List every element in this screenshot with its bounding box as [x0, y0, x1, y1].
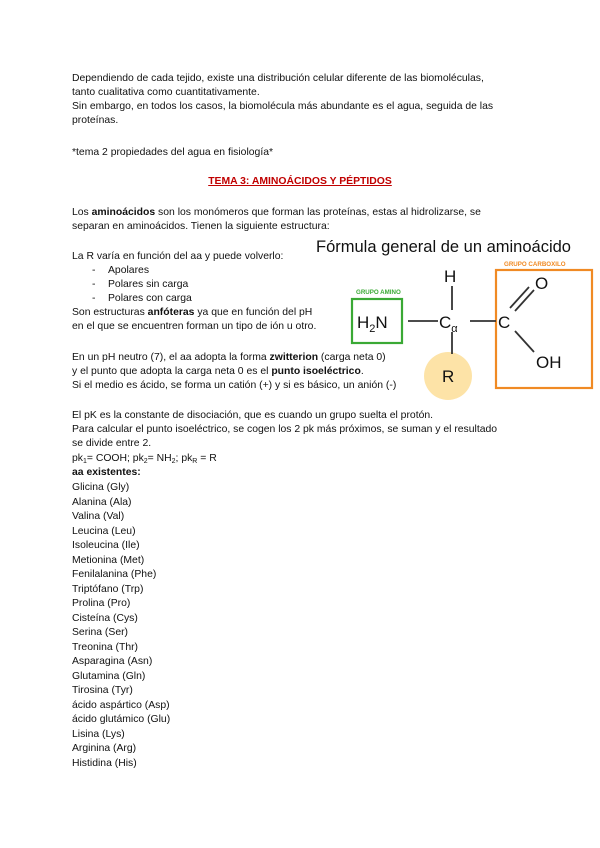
aa-list-item: Asparagina (Asn): [72, 656, 153, 667]
aa-list-item: Isoleucina (Ile): [72, 540, 140, 551]
bond-c-oh: [515, 331, 534, 352]
alpha-carbon: $C_\alpha$: [439, 313, 458, 335]
aa-list-item: Alanina (Ala): [72, 496, 132, 508]
aa-list-item: Valina (Val): [72, 511, 125, 522]
aa-list-item: Glicina (Gly): [72, 482, 130, 493]
oxygen-atom: O: [535, 274, 549, 293]
zwitterion-line-2: y el punto que adopta la carga neta 0 es el punto isoeléctrico.: [72, 366, 364, 377]
aa-list-item: Histidina (His): [72, 757, 137, 769]
aa-list-item: ácido aspártico (Asp): [72, 699, 170, 711]
hydroxyl-group: OH: [536, 353, 562, 372]
intro-line-3: Sin embargo, en todos los casos, la biomolécula más abundante es el agua, seguida de las: [72, 101, 494, 112]
bullet-text: Apolares: [108, 265, 150, 276]
aa-list-item: Metionina (Met): [72, 554, 145, 566]
pk-line-2: Para calcular el punto isoeléctrico, se cogen los 2 pk más próximos, se suman y el resultado: [72, 424, 498, 435]
para1-line-2: separan en aminoácidos. Tienen la siguiente estructura:: [72, 221, 330, 232]
para1-line-1: Los aminoácidos son los monómeros que forman las proteínas, estas al hidrolizarse, se: [72, 207, 481, 218]
bullet-dash: -: [92, 279, 96, 290]
zwitterion-line-3: Si el medio es ácido, se forma un catión (+) y si es básico, un anión (-): [72, 380, 397, 391]
r-varia-line: La R varía en función del aa y puede volverlo:: [72, 251, 284, 262]
aa-list-item: Triptófano (Trp): [72, 583, 144, 595]
aa-list-item: Prolina (Pro): [72, 598, 131, 609]
amino-formula: $H_2N$: [357, 313, 388, 335]
grupo-carboxilo-label: GRUPO CARBOXILO: [504, 261, 566, 268]
pk-formula: $pk_1=$ COOH; $pk_2= NH_2$; $pk_R = R$: [72, 453, 217, 465]
punto-isoelectrico-term: punto isoeléctrico: [271, 366, 361, 377]
intro-line-2: tanto cualitativa como cuantitativamente.: [72, 87, 260, 98]
anfoteras-line-2: en el que se encuentren forman un tipo de ión u otro.: [72, 321, 317, 332]
pk-line-3: se divide entre 2.: [72, 438, 152, 449]
figure-title: Fórmula general de un aminoácido: [316, 238, 571, 256]
aa-list-item: Cisteína (Cys): [72, 612, 138, 624]
bullet-text: Polares sin carga: [108, 279, 189, 290]
aa-list-item: Treonina (Thr): [72, 641, 139, 653]
aa-heading: aa existentes:: [72, 467, 141, 478]
bullet-dash: -: [92, 265, 96, 276]
hydrogen-atom: H: [444, 267, 457, 286]
aminoacidos-term: aminoácidos: [91, 207, 156, 218]
pk-line-1: El pK es la constante de disociación, que es cuando un grupo suelta el protón.: [72, 410, 434, 421]
aa-list-item: Fenilalanina (Phe): [72, 569, 157, 580]
intro-line-1: Dependiendo de cada tejido, existe una distribución celular diferente de las biomoléculas,: [72, 73, 484, 84]
aa-list-item: Leucina (Leu): [72, 525, 136, 537]
note-line: *tema 2 propiedades del agua en fisiología*: [72, 147, 274, 158]
carboxyl-carbon: C: [498, 313, 511, 332]
aa-list-item: Lisina (Lys): [72, 728, 125, 740]
aa-list-item: Glutamina (Gln): [72, 670, 146, 682]
aminoacid-formula-figure: [314, 232, 596, 410]
intro-line-4: proteínas.: [72, 115, 119, 126]
grupo-amino-label: GRUPO AMINO: [356, 289, 401, 296]
r-group-label: R: [442, 367, 455, 386]
aa-list-item: Tirosina (Tyr): [72, 685, 133, 696]
anfoteras-line-1: Son estructuras anfóteras ya que en función del pH: [72, 307, 313, 318]
aa-list-item: Arginina (Arg): [72, 743, 137, 754]
anfoteras-term: anfóteras: [147, 307, 195, 318]
aa-list-item: Serina (Ser): [72, 627, 129, 638]
bullet-text: Polares con carga: [108, 293, 192, 304]
bullet-dash: -: [92, 293, 96, 304]
aa-list-item: ácido glutámico (Glu): [72, 714, 171, 725]
zwitterion-term: zwitterion: [269, 352, 319, 363]
section-title: TEMA 3: AMINOÁCIDOS Y PÉPTIDOS: [208, 176, 392, 187]
zwitterion-line-1: En un pH neutro (7), el aa adopta la forma zwitterion (carga neta 0): [72, 352, 386, 363]
